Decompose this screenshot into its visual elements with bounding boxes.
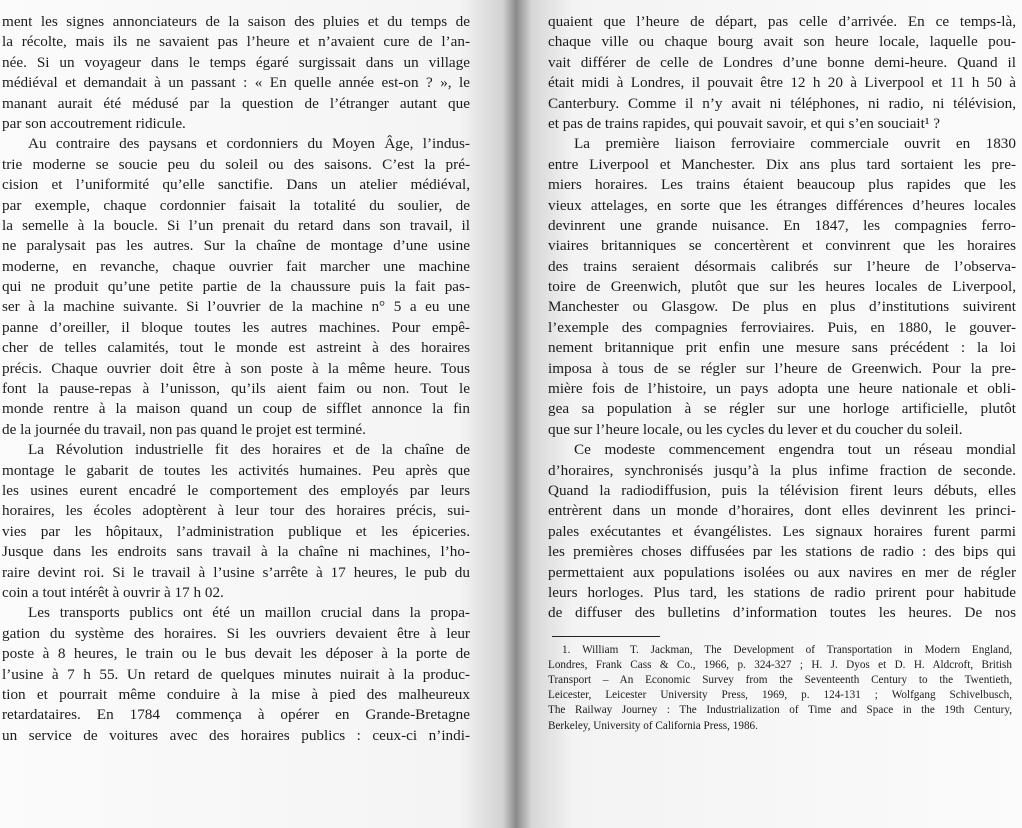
left-line-35: retardataires. En 1784 commença à opérer en Grande-Bretagne [2,706,470,724]
right-line-8: entre Liverpool et Manchester. Dix ans plus tard sortaient les pre- [548,155,1016,173]
left-line-26: vies par les hôpitaux, l’administration publique et les épiceries. [2,522,470,540]
footnote-line-1: 1. William T. Jackman, The Development of Transportation in Modern England, [562,643,1012,656]
right-line-15: Manchester ou Glasgow. De plus en plus d’institutions suivirent [548,298,1016,316]
right-line-25: entrèrent dans un monde d’horaires, dont elles devinrent les princi- [548,502,1016,520]
footnote-line-3: Transport – An Economic Survey from the Seventeenth Century to the Twentieth, [548,674,1012,687]
right-line-13: des trains seraient désormais calibrés sur l’heure de l’observa- [548,257,1016,275]
left-line-10: par exemple, chaque cordonnier faisait la totalité du soulier, de [2,196,470,214]
right-line-17: nement britannique prit enfin une mesure sans précédent : la loi [548,339,1016,357]
right-line-11: devinrent une grande nuisance. En 1847, les compagnies ferro- [548,216,1016,234]
left-line-13: moderne, en revanche, chaque ouvrier fait marcher une machine [2,257,470,275]
right-line-1: quaient que l’heure de départ, pas celle d’arrivée. En ce temps-là, [548,13,1016,30]
left-line-21: de la journée du travail, non pas quand le projet est terminé. [2,420,366,438]
right-line-19: mière fois de l’histoire, un pays adopta une heure nationale et obli- [548,380,1016,398]
left-page [2,12,470,746]
right-line-30: de diffuser des bulletins d’information toutes les heures. De nos [548,604,1016,622]
left-line-8: trie moderne se soucie peu du soleil ou des saisons. C’est la pré- [2,155,470,173]
left-line-30: Les transports publics ont été un maillon crucial dans la propa- [28,604,470,622]
left-line-33: l’usine à 7 h 55. Un retard de quelques minutes nuirait à la produc- [2,665,470,683]
right-line-23: d’horaires, synchronisés jusqu’à la plus infime fraction de seconde. [548,461,1016,479]
left-line-12: ne paralysait pas les autres. Sur la chaîne de montage d’une usine [2,237,470,255]
left-line-15: ser à la machine suivante. Si l’ouvrier de la machine n° 5 a eu une [2,298,470,316]
left-line-1: ment les signes annonciateurs de la saison des pluies et du temps de [2,13,470,30]
right-line-28: permettaient aux populations isolées ou aux navires en mer de régler [548,563,1016,581]
footnote-line-6: Berkeley, University of California Press, 1986. [548,719,758,732]
left-line-22: La Révolution industrielle fit des horaires et de la chaîne de [28,441,470,459]
right-line-9: miers horaires. Les trains étaient beaucoup plus rapides que les [548,176,1016,194]
left-line-7: Au contraire des paysans et cordonniers du Moyen Âge, l’indus- [28,135,470,153]
left-line-23: montage le gabarit de toutes les activités humaines. Peu après que [2,461,470,479]
right-line-21: que sur l’heure locale, ou les cycles du lever et du coucher du soleil. [548,420,963,438]
left-line-29: coin a tout intérêt à ouvrir à 17 h 02. [2,583,224,601]
left-line-19: font la pause-repas à l’unisson, qu’ils aient faim ou non. Tout le [2,380,470,398]
left-line-4: médiéval et demandait à un passant : « En quelle année est-on ? », le [2,74,470,92]
right-line-26: pales exécutantes et évangélistes. Les signaux horaires furent parmi [548,522,1016,540]
left-line-18: précis. Chaque ouvrier doit être à son poste à la même heure. Tous [2,359,470,377]
right-line-14: toire de Greenwich, plutôt que sur les heures locales de Liverpool, [548,278,1016,296]
right-page [548,12,1016,734]
footnote-line-5: The Railway Journey : The Industrialization of Time and Space in the 19th Century, [548,704,1012,717]
right-line-18: imposa à tous de se régler sur l’heure de Greenwich. Pour la pre- [548,359,1016,377]
left-line-6: par son accoutrement ridicule. [2,114,186,132]
left-line-2: la récolte, mais ils ne savaient pas l’heure et n’avaient cure de l’an- [2,33,470,51]
right-line-27: les premières choses diffusées par les stations de radio : des bips qui [548,543,1016,561]
left-line-16: panne d’oreiller, il bloque toutes les autres machines. Pour empê- [2,318,470,336]
left-line-3: née. Si un voyageur dans le temps égaré surgissait dans un village [2,53,470,71]
left-line-14: qui ne produit qu’une petite partie de la chaussure puis la fait pas- [2,278,470,296]
right-line-6: et pas de trains rapides, qui pouvait savoir, et qui s’en souciait¹ ? [548,114,940,132]
right-line-4: était midi à Londres, il pouvait être 12 h 20 à Liverpool et 11 h 50 à [548,74,1016,92]
left-line-9: cision et l’uniformité qu’elle sanctifie. Dans un atelier médiéval, [2,176,470,194]
right-line-5: Canterbury. Comme il n’y avait ni téléphones, ni radio, ni télévision, [548,94,1016,112]
left-line-25: horaires, les écoles adoptèrent à leur tour des horaires précis, sui- [2,502,470,520]
left-line-31: gation du système des horaires. Si les ouvriers devaient être à leur [2,624,470,642]
right-line-16: l’exemple des compagnies ferroviaires. Puis, en 1880, le gouver- [548,318,1016,336]
right-line-24: Quand la radiodiffusion, puis la télévision firent leurs débuts, elles [548,481,1016,499]
right-line-10: vieux attelages, en sorte que les étranges différences d’heures locales [548,196,1016,214]
footnote-rule [552,636,660,637]
right-line-2: chaque ville ou chaque bourg avait son heure locale, laquelle pou- [548,33,1016,51]
left-line-28: raire devint roi. Si le travail à l’usine s’arrête à 17 heures, le pub du [2,563,470,581]
left-line-34: tion et pourrait même conduire à la mise à pied des malheureux [2,685,470,703]
left-line-5: manant aurait été médusé par la question de l’étranger autant que [2,94,470,112]
left-line-27: Jusque dans les endroits sans travail à la chaîne ni machines, l’ho- [2,543,470,561]
right-line-22: Ce modeste commencement engendra tout un réseau mondial [574,441,1016,459]
left-line-20: monde rentre à la maison quand un coup de sifflet annonce la fin [2,400,470,418]
footnote-line-2: Londres, Frank Cass & Co., 1966, p. 324-327 ; H. J. Dyos et D. H. Aldcroft, British [548,658,1012,671]
right-line-3: vait différer de celle de Londres d’une bonne demi-heure. Quand il [548,53,1016,71]
right-line-12: viaires britanniques se concertèrent et convinrent que les horaires [548,237,1016,255]
left-line-11: la semelle à la boucle. Si l’un prenait du retard dans son travail, il [2,216,470,234]
right-line-7: La première liaison ferroviaire commerciale ouvrit en 1830 [574,135,1016,153]
left-line-17: cher de telles calamités, tout le monde est astreint à des horaires [2,339,470,357]
footnote-line-4: Leicester, Leicester University Press, 1969, p. 124-131 ; Wolfgang Schivelbusch, [548,689,1012,702]
right-line-29: leurs horloges. Plus tard, les stations de radio prirent pour habitude [548,583,1016,601]
left-line-32: poste à 8 heures, le train ou le bus devait les déposer à la porte de [2,645,470,663]
right-line-20: gea sa population à se régler sur une horloge artificielle, plutôt [548,400,1016,418]
left-line-36: un service de voitures avec des horaires publics : ceux-ci n’indi- [2,726,470,744]
left-line-24: les usines eurent encadré le comportement des employés par leurs [2,481,470,499]
